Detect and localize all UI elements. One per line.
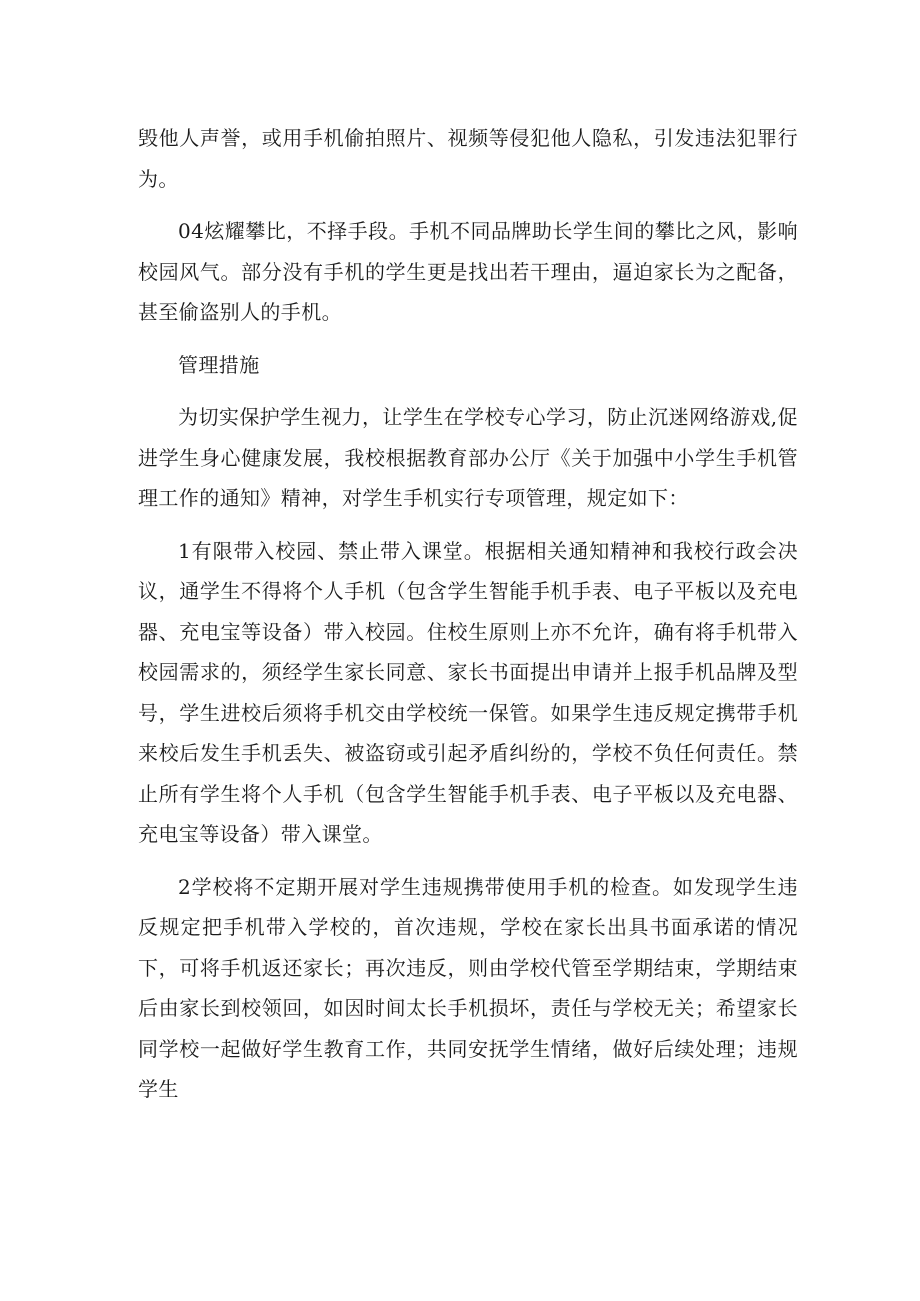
paragraph-04-showing-off: 04炫耀攀比，不择手段。手机不同品牌助长学生间的攀比之风，影响校园风气。部分没有手机的学生更是找出若干理由，逼迫家长为之配备，甚至偷盗别人的手机。 bbox=[138, 219, 798, 324]
section-heading-management-measures: 管理措施 bbox=[178, 352, 260, 377]
paragraph-continuation: 毁他人声誉，或用手机偷拍照片、视频等侵犯他人隐私，引发违法犯罪行为。 bbox=[138, 126, 798, 191]
paragraph-rule-2: 2学校将不定期开展对学生违规携带使用手机的检查。如发现学生违反规定把手机带入学校的，首次违规，学校在家长出具书面承诺的情况下，可将手机返还家长；再次违反，则由学校代管至学期结束，学期结束后由家长到校领回，如因时间太长手机损坏，责任与学校无关；希望家长同学校一起做好学生教育工作，共同安抚学生情绪，做好后续处理；违规学生 bbox=[138, 874, 798, 1101]
paragraph-rule-1: 1有限带入校园、禁止带入课堂。根据相关通知精神和我校行政会决议，通学生不得将个人手机（包含学生智能手机手表、电子平板以及充电器、充电宝等设备）带入校园。住校生原则上亦不允许，确有将手机带入校园需求的，须经学生家长同意、家长书面提出申请并上报手机品牌及型号，学生进校后须将手机交由学校统一保管。如果学生违反规定携带手机来校后发生手机丢失、被盗窃或引起矛盾纠纷的，学校不负任何责任。禁止所有学生将个人手机（包含学生智能手机手表、电子平板以及充电器、充电宝等设备）带入课堂。 bbox=[138, 538, 798, 846]
document-body bbox=[138, 118, 798, 1122]
paragraph-introduction: 为切实保护学生视力，让学生在学校专心学习，防止沉迷网络游戏,促进学生身心健康发展，我校根据教育部办公厅《关于加强中小学生手机管理工作的通知》精神，对学生手机实行专项管理，规定如下： bbox=[138, 405, 798, 510]
